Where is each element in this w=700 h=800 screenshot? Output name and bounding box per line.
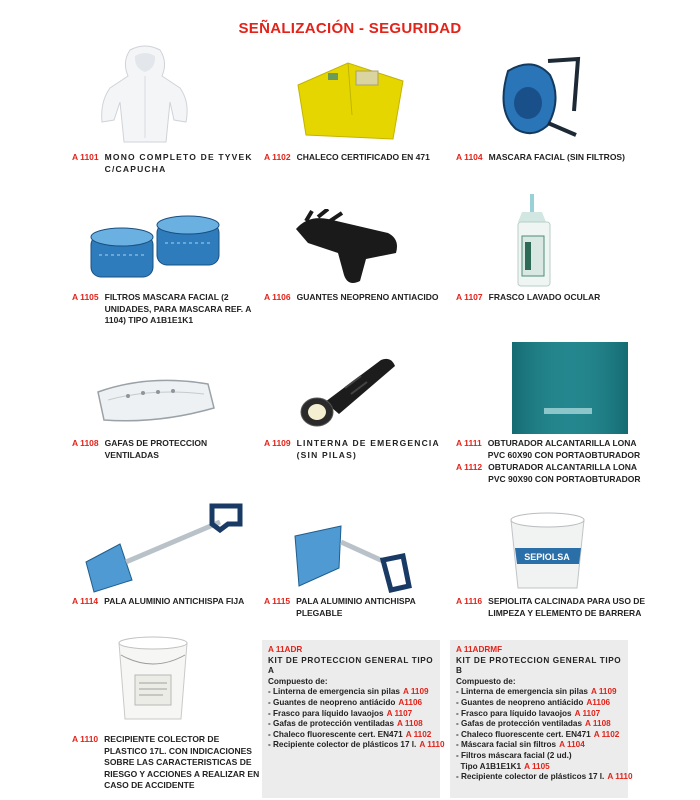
product-description: OBTURADOR ALCANTARILLA LONA PVC 90X90 CON PORTAOBTURADOR bbox=[488, 462, 641, 484]
kit-item-ref: A 1110 bbox=[607, 772, 633, 782]
kit-title: KIT DE PROTECCION GENERAL TIPO B bbox=[456, 655, 622, 676]
kit-item-text: - Frasco para líquido lavaojos bbox=[268, 708, 384, 718]
kit-item bbox=[456, 762, 628, 773]
bucket-label: SEPIOLSA bbox=[524, 552, 570, 562]
product-code: A 1106 bbox=[264, 292, 291, 302]
kit-code: A 11ADRMF bbox=[456, 645, 503, 654]
shovel-icon bbox=[80, 500, 245, 594]
kit-item bbox=[456, 687, 628, 698]
product-caption bbox=[264, 292, 454, 304]
kit-item bbox=[268, 709, 440, 720]
product-description: CHALECO CERTIFICADO EN 471 bbox=[296, 152, 430, 162]
kit-item-list bbox=[456, 687, 633, 782]
gloves-icon bbox=[288, 208, 408, 290]
product-description: PALA ALUMINIO ANTICHISPA PLEGABLE bbox=[296, 596, 416, 618]
kit-item-ref: A 1109 bbox=[402, 687, 429, 697]
product-description: FRASCO LAVADO OCULAR bbox=[488, 292, 601, 302]
product-caption bbox=[264, 596, 454, 619]
kit-item-ref: A 1109 bbox=[590, 687, 617, 697]
product-code: A 1110 bbox=[72, 734, 99, 744]
product-code: A 1115 bbox=[264, 596, 291, 606]
product-code: A 1104 bbox=[456, 152, 483, 162]
product-code: A 1114 bbox=[72, 596, 99, 606]
kit-item-text: - Recipiente colector de plásticos 17 l. bbox=[268, 740, 417, 750]
kit-item bbox=[268, 740, 445, 751]
kit-item bbox=[456, 709, 628, 720]
product-code: A 1111 bbox=[456, 438, 482, 448]
product-code: A 1102 bbox=[264, 152, 291, 162]
kit-item-text: - Chaleco fluorescente cert. EN471 bbox=[456, 729, 591, 739]
kit-item-ref: A 1108 bbox=[585, 719, 611, 729]
kit-item bbox=[456, 698, 628, 709]
kit-item-text: - Recipiente colector de plásticos 17 l. bbox=[456, 772, 605, 782]
kit-b bbox=[456, 645, 633, 783]
kit-item bbox=[268, 730, 440, 741]
kit-item-ref: A 1105 bbox=[524, 761, 550, 771]
product-code: A 1109 bbox=[264, 438, 291, 448]
product-description: MONO COMPLETO DE TYVEK C/CAPUCHA bbox=[104, 152, 253, 174]
product-code: A 1108 bbox=[72, 438, 99, 448]
kit-item-text: Tipo A1B1E1K1 bbox=[456, 761, 522, 771]
kit-item-ref: A 1104 bbox=[559, 740, 585, 750]
product-caption bbox=[72, 596, 262, 608]
product-caption bbox=[264, 152, 454, 164]
product-code: A 1112 bbox=[456, 462, 483, 472]
kit-item-text: - Linterna de emergencia sin pilas bbox=[268, 687, 400, 697]
product-description: FILTROS MASCARA FACIAL (2 UNIDADES, PARA MASCARA REF. A 1104) TIPO A1B1E1K1 bbox=[104, 292, 252, 325]
product-description: MASCARA FACIAL (SIN FILTROS) bbox=[488, 152, 625, 162]
kit-item-text: - Linterna de emergencia sin pilas bbox=[456, 687, 588, 697]
kit-code: A 11ADR bbox=[268, 645, 303, 654]
product-caption bbox=[72, 292, 257, 327]
tyvek-suit-icon bbox=[85, 40, 205, 148]
product-caption bbox=[456, 152, 646, 164]
kit-title: KIT DE PROTECCION GENERAL TIPO A bbox=[268, 655, 434, 676]
product-description: GAFAS DE PROTECCION VENTILADAS bbox=[104, 438, 208, 460]
product-caption bbox=[264, 438, 444, 461]
flashlight-icon bbox=[295, 352, 405, 432]
kit-item bbox=[268, 687, 440, 698]
product-code: A 1107 bbox=[456, 292, 483, 302]
kit-item-text: - Filtros máscara facial (2 ud.) bbox=[456, 750, 572, 760]
kit-item-ref: A 1108 bbox=[397, 719, 423, 729]
product-description: LINTERNA DE EMERGENCIA (SIN PILAS) bbox=[296, 438, 440, 460]
product-caption bbox=[72, 734, 262, 792]
face-mask-icon bbox=[475, 48, 590, 148]
mask-filters-icon bbox=[85, 210, 225, 290]
collector-bucket-icon bbox=[112, 632, 194, 724]
vest-icon bbox=[285, 50, 415, 150]
kit-item-text: - Guantes de neopreno antiácido bbox=[268, 697, 396, 707]
product-code: A 1116 bbox=[456, 596, 483, 606]
product-description: SEPIOLITA CALCINADA PARA USO DE LIMPEZA Y ELEMENTO DE BARRERA bbox=[488, 596, 646, 618]
kit-item-text: - Gafas de protección ventiladas bbox=[456, 719, 583, 729]
product-caption bbox=[72, 152, 262, 175]
kit-item-text: - Frasco para líquido lavaojos bbox=[456, 708, 572, 718]
kit-item bbox=[456, 719, 628, 730]
product-caption bbox=[456, 292, 646, 304]
kit-item-ref: A 1107 bbox=[574, 708, 601, 718]
kit-intro: Compuesto de: bbox=[268, 676, 328, 686]
kit-item-text: - Máscara facial sin filtros bbox=[456, 740, 557, 750]
eyewash-bottle-icon bbox=[505, 192, 565, 290]
product-caption bbox=[72, 438, 262, 461]
kit-item bbox=[456, 740, 628, 751]
drain-cover-icon bbox=[510, 340, 630, 436]
kit-item-list bbox=[268, 687, 445, 751]
kit-item-ref: A1106 bbox=[586, 697, 611, 707]
product-description: OBTURADOR ALCANTARILLA LONA PVC 60X90 CON PORTAOBTURADOR bbox=[487, 438, 641, 460]
kit-item bbox=[456, 772, 633, 783]
product-description: PALA ALUMINIO ANTICHISPA FIJA bbox=[104, 596, 245, 606]
kit-item bbox=[268, 719, 440, 730]
product-description: RECIPIENTE COLECTOR DE PLASTICO 17L. CON INDICACIONES SOBRE LAS CARACTERISTICAS DE RIESGO Y ACCIONES A REALIZAR EN CASO DE ACCIDENTE bbox=[104, 734, 260, 790]
kit-item-text: - Gafas de protección ventiladas bbox=[268, 719, 395, 729]
kit-item bbox=[456, 730, 628, 741]
kit-item-ref: A 1110 bbox=[419, 740, 445, 750]
product-code: A 1101 bbox=[72, 152, 99, 162]
kit-item bbox=[268, 698, 440, 709]
product-caption bbox=[456, 438, 646, 461]
kit-a bbox=[268, 645, 445, 751]
kit-intro: Compuesto de: bbox=[456, 676, 516, 686]
product-code: A 1105 bbox=[72, 292, 99, 302]
kit-item-ref: A 1107 bbox=[386, 708, 413, 718]
product-description: GUANTES NEOPRENO ANTIACIDO bbox=[296, 292, 439, 302]
folding-shovel-icon bbox=[285, 506, 420, 594]
goggles-icon bbox=[88, 366, 223, 434]
kit-item-ref: A1106 bbox=[398, 697, 423, 707]
product-caption bbox=[456, 462, 646, 485]
product-caption bbox=[456, 596, 646, 619]
kit-item-ref: A 1102 bbox=[405, 729, 432, 739]
page-title: SEÑALIZACIÓN - SEGURIDAD bbox=[238, 20, 462, 37]
bucket-icon bbox=[505, 508, 590, 592]
kit-item-text: - Guantes de neopreno antiácido bbox=[456, 697, 584, 707]
kit-item-text: - Chaleco fluorescente cert. EN471 bbox=[268, 729, 403, 739]
kit-item-ref: A 1102 bbox=[593, 729, 620, 739]
kit-item bbox=[456, 751, 628, 762]
